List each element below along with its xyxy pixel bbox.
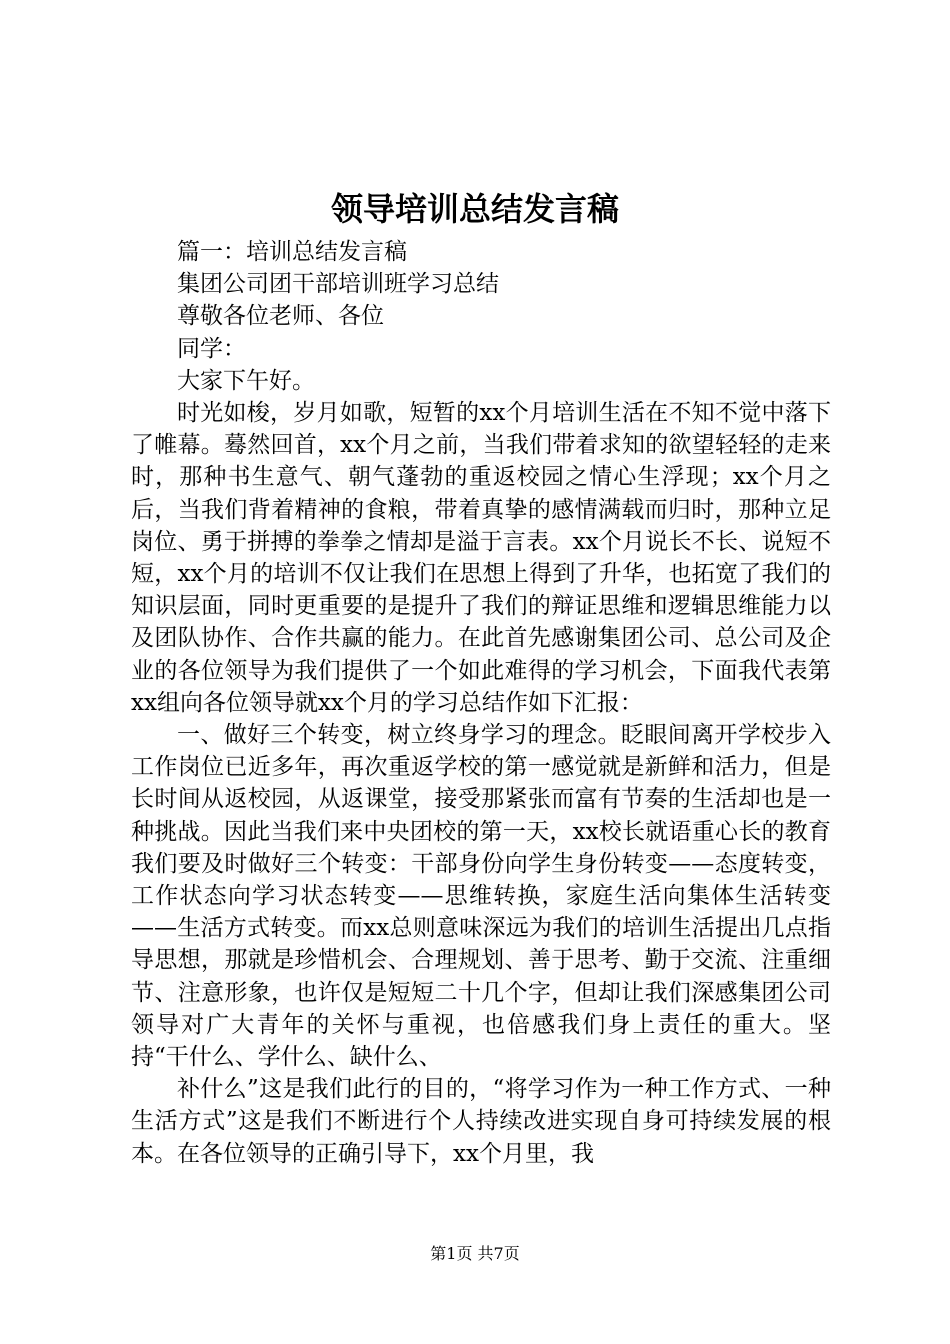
salutation-line: 尊敬各位老师、各位 [177, 303, 384, 330]
document-title: 领导培训总结发言稿 [330, 190, 619, 228]
subtitle-line: 集团公司团干部培训班学习总结 [177, 271, 499, 298]
greeting-line: 大家下午好。 [177, 367, 315, 394]
section-heading: 篇一：培训总结发言稿 [177, 239, 407, 265]
body-paragraph: 时光如梭，岁月如歌，短暂的xx个月培训生活在不知不觉中落下了帷幕。蓦然回首，xx个月之前，当我们带着求知的欲望轻轻的走来时，那种书生意气、朝气蓬勃的重返校园之情心生浮现；xx个月之后，当我们背着精神的食粮，带着真挚的感情满载而归时，那种立足岗位、勇于拼搏的拳拳之情却是溢于言表。xx个月说长不长、说短不短，xx个月的培训不仅让我们在思想上得到了升华，也拓宽了我们的知识层面，同时更重要的是提升了我们的辩证思维和逻辑思维能力以及团队协作、合作共赢的能力。在此首先感谢集团公司、总公司及企业的各位领导为我们提供了一个如此难得的学习机会，下面我代表第xx组向各位领导就xx个月的学习总结作如下汇报： [131, 400, 831, 716]
body-paragraph: 补什么”这是我们此行的目的，“将学习作为一种工作方式、一种生活方式”这是我们不断进行个人持续改进实现自身可持续发展的根本。在各位领导的正确引导下，xx个月里，我 [131, 1076, 831, 1167]
salutation-continuation: 同学： [177, 335, 246, 362]
page-footer: 第1页 共7页 [430, 1244, 520, 1263]
body-paragraph: 一、做好三个转变，树立终身学习的理念。眨眼间离开学校步入工作岗位已近多年，再次重返学校的第一感觉就是新鲜和活力，但是长时间从返校园，从返课堂，接受那紧张而富有节奏的生活却也是一种挑战。因此当我们来中央团校的第一天，xx校长就语重心长的教育我们要及时做好三个转变：干部身份向学生身份转变——态度转变，工作状态向学习状态转变——思维转换，家庭生活向集体生活转变——生活方式转变。而xx总则意味深远为我们的培训生活提出几点指导思想，那就是珍惜机会、合理规划、善于思考、勤于交流、注重细节、注意形象，也许仅是短短二十几个字，但却让我们深感集团公司领导对广大青年的关怀与重视，也倍感我们身上责任的重大。坚持“干什么、学什么、缺什么、 [131, 722, 831, 1071]
document-body [131, 236, 831, 1170]
